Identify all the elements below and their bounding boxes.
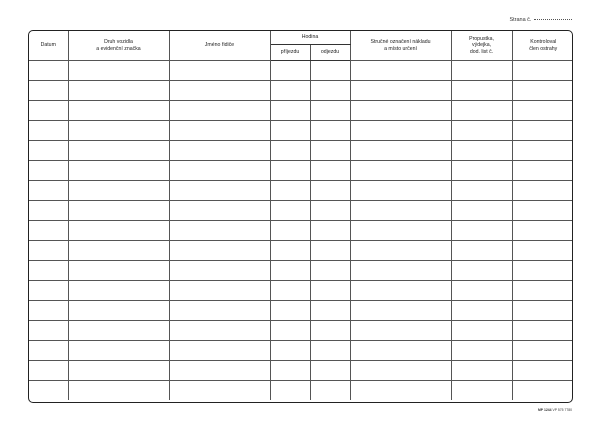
table-row xyxy=(29,341,573,361)
table-row xyxy=(29,321,573,341)
cell-checked-by[interactable] xyxy=(512,181,573,201)
cell-date[interactable] xyxy=(29,281,68,301)
form-code-ref: VP 575 7780 xyxy=(552,408,572,412)
table-row xyxy=(29,281,573,301)
cell-arrival[interactable] xyxy=(270,101,310,121)
cell-pass[interactable] xyxy=(451,121,512,141)
cell-departure[interactable] xyxy=(310,341,350,361)
cell-pass[interactable] xyxy=(451,361,512,381)
cell-checked-by[interactable] xyxy=(512,321,573,341)
table-row xyxy=(29,261,573,281)
cell-pass[interactable] xyxy=(451,181,512,201)
cell-vehicle[interactable] xyxy=(68,101,169,121)
cell-arrival[interactable] xyxy=(270,81,310,101)
cell-date[interactable] xyxy=(29,301,68,321)
cell-checked-by[interactable] xyxy=(512,81,573,101)
cell-driver[interactable] xyxy=(169,361,270,381)
cell-cargo[interactable] xyxy=(350,141,451,161)
cell-driver[interactable] xyxy=(169,201,270,221)
cell-vehicle[interactable] xyxy=(68,141,169,161)
cell-checked-by[interactable] xyxy=(512,241,573,261)
cell-checked-by[interactable] xyxy=(512,261,573,281)
cell-driver[interactable] xyxy=(169,321,270,341)
cell-cargo[interactable] xyxy=(350,61,451,81)
cell-date[interactable] xyxy=(29,241,68,261)
cell-date[interactable] xyxy=(29,361,68,381)
cell-driver[interactable] xyxy=(169,241,270,261)
cell-date[interactable] xyxy=(29,61,68,81)
cell-driver[interactable] xyxy=(169,141,270,161)
cell-vehicle[interactable] xyxy=(68,201,169,221)
cell-cargo[interactable] xyxy=(350,161,451,181)
cell-checked-by[interactable] xyxy=(512,121,573,141)
cell-vehicle[interactable] xyxy=(68,221,169,241)
cell-departure[interactable] xyxy=(310,281,350,301)
table-row xyxy=(29,181,573,201)
table-row xyxy=(29,161,573,181)
cell-vehicle[interactable] xyxy=(68,261,169,281)
cell-arrival[interactable] xyxy=(270,301,310,321)
cell-cargo[interactable] xyxy=(350,341,451,361)
header-row xyxy=(29,31,573,45)
cell-arrival[interactable] xyxy=(270,121,310,141)
cell-pass[interactable] xyxy=(451,81,512,101)
cell-driver[interactable] xyxy=(169,381,270,401)
cell-pass[interactable] xyxy=(451,201,512,221)
cell-arrival[interactable] xyxy=(270,261,310,281)
cell-pass[interactable] xyxy=(451,341,512,361)
cell-driver[interactable] xyxy=(169,81,270,101)
cell-departure[interactable] xyxy=(310,301,350,321)
cell-checked-by[interactable] xyxy=(512,141,573,161)
log-table-body xyxy=(29,61,573,401)
cell-date[interactable] xyxy=(29,261,68,281)
cell-date[interactable] xyxy=(29,321,68,341)
cell-checked-by[interactable] xyxy=(512,361,573,381)
cell-arrival[interactable] xyxy=(270,201,310,221)
cell-cargo[interactable] xyxy=(350,321,451,341)
cell-departure[interactable] xyxy=(310,161,350,181)
cell-cargo[interactable] xyxy=(350,361,451,381)
cell-vehicle[interactable] xyxy=(68,241,169,261)
table-row xyxy=(29,241,573,261)
cell-driver[interactable] xyxy=(169,281,270,301)
cell-departure[interactable] xyxy=(310,61,350,81)
cell-vehicle[interactable] xyxy=(68,321,169,341)
page-number-label: Strana č. xyxy=(509,17,532,23)
cell-driver[interactable] xyxy=(169,261,270,281)
cell-vehicle[interactable] xyxy=(68,341,169,361)
table-row xyxy=(29,121,573,141)
col-header-pass: Propustka, výdejka, dod. list č. xyxy=(451,31,512,61)
table-row xyxy=(29,201,573,221)
cell-checked-by[interactable] xyxy=(512,161,573,181)
cell-date[interactable] xyxy=(29,341,68,361)
col-header-checked-by: Kontroloval člen ostrahy xyxy=(512,31,573,61)
cell-date[interactable] xyxy=(29,201,68,221)
cell-arrival[interactable] xyxy=(270,241,310,261)
cell-pass[interactable] xyxy=(451,241,512,261)
cell-date[interactable] xyxy=(29,161,68,181)
cell-date[interactable] xyxy=(29,221,68,241)
col-header-arrival: příjezdu xyxy=(270,45,310,61)
cell-departure[interactable] xyxy=(310,121,350,141)
cell-arrival[interactable] xyxy=(270,61,310,81)
cell-departure[interactable] xyxy=(310,201,350,221)
col-header-hour: Hodina xyxy=(270,31,350,45)
cell-cargo[interactable] xyxy=(350,381,451,401)
cell-date[interactable] xyxy=(29,101,68,121)
cell-pass[interactable] xyxy=(451,161,512,181)
cell-departure[interactable] xyxy=(310,181,350,201)
cell-arrival[interactable] xyxy=(270,341,310,361)
cell-arrival[interactable] xyxy=(270,221,310,241)
table-row xyxy=(29,301,573,321)
cell-cargo[interactable] xyxy=(350,121,451,141)
cell-driver[interactable] xyxy=(169,101,270,121)
cell-date[interactable] xyxy=(29,121,68,141)
cell-driver[interactable] xyxy=(169,221,270,241)
cell-driver[interactable] xyxy=(169,181,270,201)
cell-date[interactable] xyxy=(29,181,68,201)
page-number-blank[interactable] xyxy=(534,19,572,20)
cell-cargo[interactable] xyxy=(350,181,451,201)
cell-driver[interactable] xyxy=(169,341,270,361)
cell-departure[interactable] xyxy=(310,221,350,241)
cell-departure[interactable] xyxy=(310,381,350,401)
cell-vehicle[interactable] xyxy=(68,121,169,141)
cell-departure[interactable] xyxy=(310,141,350,161)
cell-checked-by[interactable] xyxy=(512,61,573,81)
vehicle-log-table xyxy=(29,31,573,400)
cell-vehicle[interactable] xyxy=(68,381,169,401)
cell-pass[interactable] xyxy=(451,321,512,341)
cell-departure[interactable] xyxy=(310,81,350,101)
cell-arrival[interactable] xyxy=(270,381,310,401)
cell-departure[interactable] xyxy=(310,321,350,341)
cell-driver[interactable] xyxy=(169,61,270,81)
col-header-departure: odjezdu xyxy=(310,45,350,61)
cell-checked-by[interactable] xyxy=(512,221,573,241)
cell-arrival[interactable] xyxy=(270,181,310,201)
table-row xyxy=(29,381,573,401)
cell-departure[interactable] xyxy=(310,241,350,261)
cell-vehicle[interactable] xyxy=(68,61,169,81)
form-code-number: MP 1244 xyxy=(537,408,552,412)
cell-vehicle[interactable] xyxy=(68,161,169,181)
col-header-driver: Jméno řidiče xyxy=(169,31,270,61)
cell-cargo[interactable] xyxy=(350,301,451,321)
cell-date[interactable] xyxy=(29,141,68,161)
cell-vehicle[interactable] xyxy=(68,81,169,101)
cell-pass[interactable] xyxy=(451,61,512,81)
table-row xyxy=(29,361,573,381)
cell-departure[interactable] xyxy=(310,361,350,381)
cell-checked-by[interactable] xyxy=(512,201,573,221)
cell-arrival[interactable] xyxy=(270,321,310,341)
cell-checked-by[interactable] xyxy=(512,101,573,121)
cell-pass[interactable] xyxy=(451,381,512,401)
cell-driver[interactable] xyxy=(169,121,270,141)
cell-arrival[interactable] xyxy=(270,361,310,381)
log-table-frame xyxy=(28,30,573,403)
table-row xyxy=(29,61,573,81)
cell-vehicle[interactable] xyxy=(68,361,169,381)
cell-departure[interactable] xyxy=(310,261,350,281)
cell-vehicle[interactable] xyxy=(68,181,169,201)
table-row xyxy=(29,141,573,161)
cell-driver[interactable] xyxy=(169,161,270,181)
cell-cargo[interactable] xyxy=(350,101,451,121)
table-row xyxy=(29,81,573,101)
table-row xyxy=(29,101,573,121)
page-number xyxy=(509,17,572,23)
col-header-cargo: Stručné označení nákladu a místo určení xyxy=(350,31,451,61)
cell-checked-by[interactable] xyxy=(512,281,573,301)
cell-cargo[interactable] xyxy=(350,281,451,301)
cell-pass[interactable] xyxy=(451,221,512,241)
form-code xyxy=(538,408,572,412)
cell-cargo[interactable] xyxy=(350,261,451,281)
cell-date[interactable] xyxy=(29,81,68,101)
cell-pass[interactable] xyxy=(451,141,512,161)
cell-arrival[interactable] xyxy=(270,161,310,181)
cell-cargo[interactable] xyxy=(350,221,451,241)
col-header-date: Datum xyxy=(29,31,68,61)
cell-checked-by[interactable] xyxy=(512,381,573,401)
cell-checked-by[interactable] xyxy=(512,301,573,321)
cell-pass[interactable] xyxy=(451,301,512,321)
cell-departure[interactable] xyxy=(310,101,350,121)
cell-arrival[interactable] xyxy=(270,141,310,161)
cell-date[interactable] xyxy=(29,381,68,401)
cell-cargo[interactable] xyxy=(350,241,451,261)
cell-pass[interactable] xyxy=(451,101,512,121)
cell-driver[interactable] xyxy=(169,301,270,321)
cell-checked-by[interactable] xyxy=(512,341,573,361)
table-row xyxy=(29,221,573,241)
cell-vehicle[interactable] xyxy=(68,301,169,321)
cell-vehicle[interactable] xyxy=(68,281,169,301)
col-header-vehicle: Druh vozidla a evidenční značka xyxy=(68,31,169,61)
cell-pass[interactable] xyxy=(451,261,512,281)
cell-cargo[interactable] xyxy=(350,81,451,101)
cell-pass[interactable] xyxy=(451,281,512,301)
cell-cargo[interactable] xyxy=(350,201,451,221)
cell-arrival[interactable] xyxy=(270,281,310,301)
